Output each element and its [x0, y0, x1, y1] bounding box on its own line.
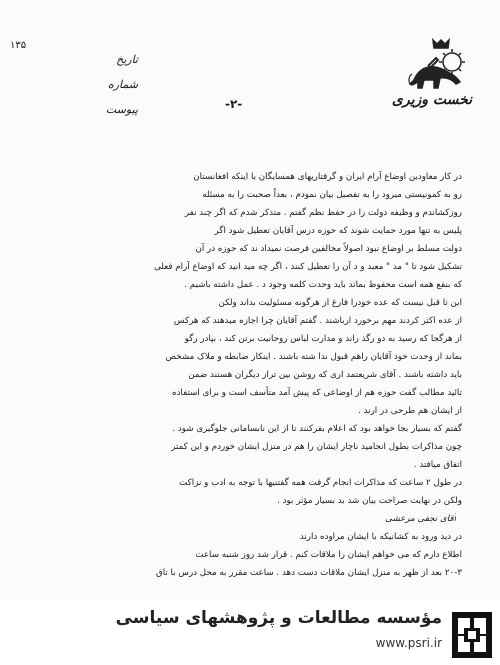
body-line: این تا قبل نیست که عده خودرا فارغ از هرگونه مسئولیت بداند ولکن — [218, 298, 462, 308]
body-line: چون مذاکرات بطول انجامید ناچار ایشان را هم در منزل ایشان خوردم و این کمتر — [171, 442, 462, 452]
body-line: ۲۰-۳ بعد از ظهر به منزل ایشان ملاقات دست دهد . ساعت مقرر به محل درس با تاق — [155, 568, 462, 578]
body-line: تائید مطالب گفت حوزه هم از اوضاعی که پیش آمد متأسف است و برای استفاده — [172, 388, 462, 398]
body-line: از عده اکثر کردند مهم برخورد ارباشند . گفتم آقایان چرا اجازه میدهند که هرکس — [173, 316, 462, 326]
attachment-label: پیوست — [105, 103, 138, 116]
body-line: اتفاق میافتد . — [413, 460, 462, 470]
body-line: رو به کمونیستی میرود را به تفصیل بیان نمودم ، بعداً صحبت را به مسئله — [202, 190, 462, 200]
psri-logo-icon — [452, 612, 492, 658]
body-line: باید داشته باشند . آقای شریعتمد اری که روشن بین تراز دیگران هستند ضمن — [188, 370, 462, 380]
body-line: در طول ۲ ساعت که مذاکرات انجام گرفت همه گفتنیها با توجه به ادب و نزاکت — [179, 478, 462, 488]
body-line: تشکیل شود تا " مد " معبد و د آن را تعطیل کنند ، اگر چه مید انید که اوضاع آرام فعلی — [154, 262, 462, 272]
body-line: از هرگجا که رسید به دو رگذ راند و مدارت لباس روحانیت برتن کند ، بپادر رگو — [184, 334, 462, 344]
body-line: ولکن در نهایت صراحت بیان شد بد بسیار مؤثر بود . — [277, 496, 462, 506]
number-label: شماره — [107, 78, 138, 91]
watermark-banner — [0, 600, 500, 665]
signature-line: آقای نجفی مرعشی — [385, 514, 456, 524]
body-line: در کار معاودین اوضاع آرام ایران و گرفتاریهای همسایگان با اینکه افغانستان — [193, 172, 462, 182]
letter-body — [32, 168, 462, 582]
body-line: اطلاع دارم که می خواهم ایشان را ملاقات کنم . قرار شد روز شنبه ساعت — [195, 550, 462, 560]
page-marker: -۲- — [225, 97, 243, 111]
page-number: ۱۳۵ — [10, 40, 27, 51]
body-line: که بنفع همه است محفوظ بماند باید وحدت کلمه وجود د . عمل داشته باشیم . — [184, 280, 462, 290]
body-line: پلیس به تنها مورد حمایت شوند که حوزه درس آقایان تعطیل شود اگر — [214, 226, 462, 236]
body-line: گفتم که بسیار بجا خواهد بود که اعلام بفرکنند تا از این نابسامانی جلوگیری شود . — [172, 424, 462, 434]
body-line: بماند از وحدت خود آقایان راهم قبول ندا شته باشند . اینکار ضابطه و ملاک مشخص — [165, 352, 462, 362]
body-line: در دید ورود به کشانیکه با ایشان مراوده دارند — [299, 532, 462, 542]
letterhead-fields — [68, 50, 138, 125]
date-label: تاریخ — [116, 53, 138, 66]
body-line: دولت مسلط بر اوضاع نبود اصولاً مخالفین فرصت نمیداد ند که حوزه در آن — [195, 244, 462, 254]
office-title: نخست وزیری — [391, 92, 473, 108]
body-line: روزکشاندم و وظیفه دولت را در حفظ نظم گفتم . متذکر شدم که اگر چند نفر — [184, 208, 462, 218]
body-line: از ایشان هم طرحی در ارند . — [358, 406, 462, 416]
watermark-org-name: مؤسسه مطالعات و پژوهشهای سیاسی — [115, 608, 442, 628]
lion-and-sun-emblem-icon — [406, 36, 472, 96]
watermark-url: www.psri.ir — [375, 636, 442, 650]
